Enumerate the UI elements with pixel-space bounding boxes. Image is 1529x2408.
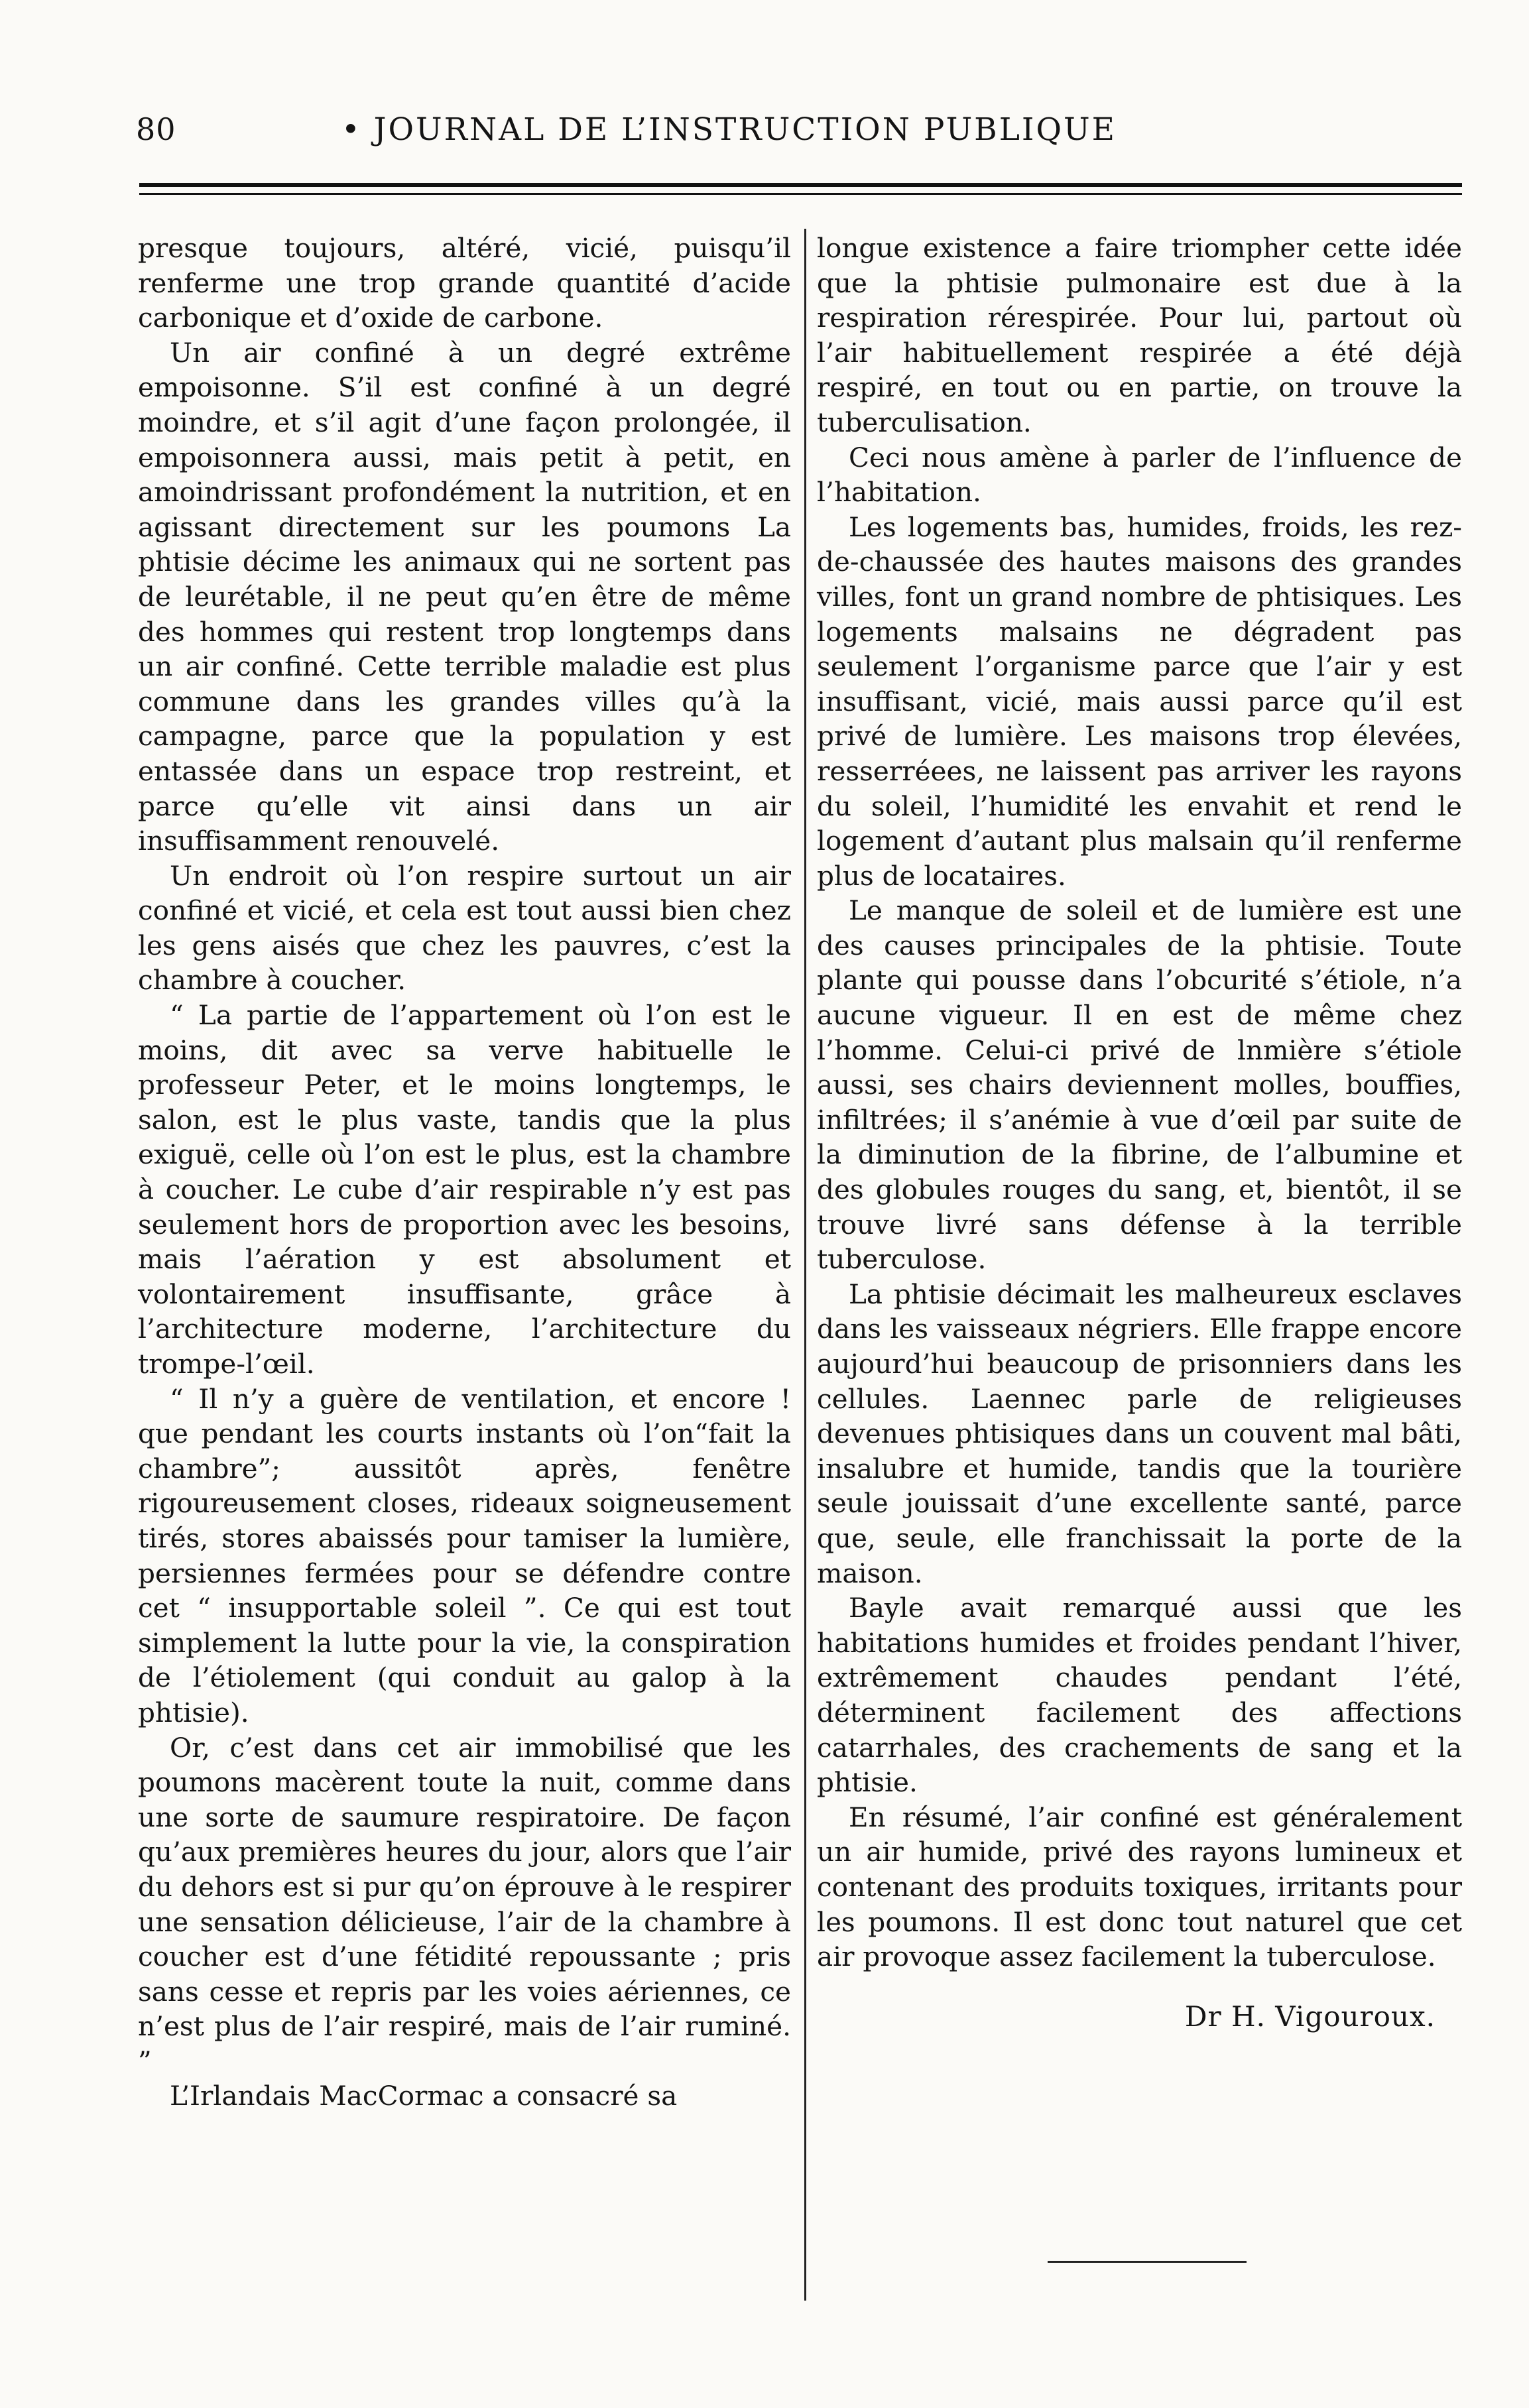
page-header <box>136 111 1455 164</box>
paragraph: La phtisie décimait les malheureux esclaves dans les vaisseaux négriers. Elle frappe encore aujourd’hui beaucoup de prisonniers dans les cellules. Laennec parle de religieuses devenues phtisiques dans un couvent mal bâti, insalubre et humide, tandis que la tourière seule jouissait d’une excellente santé, parce que, seule, elle franchissait la porte de la maison. <box>817 1278 1462 1589</box>
paragraph: Bayle avait remarqué aussi que les habitations humides et froides pendant l’hiver, extrêmement chaudes pendant l’été, déterminent facilement des affections catarrhales, des crachements de sang et la phtisie. <box>817 1592 1462 1799</box>
paragraph: Les logements bas, humides, froids, les rez-de-chaussée des hautes maisons des grandes villes, font un grand nombre de phtisiques. Les logements malsains ne dégradent pas seulement l’organisme parce que l’air y est insuffisant, vicié, mais aussi parce qu’il est privé de lumière. Les maisons trop élevées, resserréees, ne laissent pas arriver les rayons du soleil, l’humidité les envahit et rend le logement d’autant plus malsain qu’il renferme plus de locataires. <box>817 511 1462 892</box>
paragraph: Ceci nous amène à parler de l’influence de l’habitation. <box>817 441 1462 509</box>
page-number: 80 <box>136 111 176 147</box>
column-divider <box>804 229 806 2301</box>
paragraph: En résumé, l’air confiné est généralement un air humide, privé des rayons lumineux et contenant des produits toxiques, irritants pour les poumons. Il est donc tout naturel que cet air provoque assez facilement la tuberculose. <box>817 1801 1462 1973</box>
header-rule-thick <box>139 183 1462 187</box>
author-signature: Dr H. Vigouroux. <box>1184 2000 1436 2033</box>
paragraph: Le manque de soleil et de lumière est une des causes principales de la phtisie. Toute plante qui pousse dans l’obcurité s’étiole, n’a aucune vigueur. Il en est de même chez l’homme. Celui-ci privé de lnmière s’étiole aussi, ses chairs deviennent molles, bouffies, infiltrées; il s’anémie à vue d’œil par suite de la diminution de la fibrine, de l’albumine et des globules rouges du sang, et, bientôt, il se trouve livré sans défense à la terrible tuberculose. <box>817 894 1462 1276</box>
paragraph: Or, c’est dans cet air immobilisé que les poumons macèrent toute la nuit, comme dans une sorte de saumure respiratoire. De façon qu’aux premières heures du jour, alors que l’air du dehors est si pur qu’on éprouve à le respirer une sensation délicieuse, l’air de la chambre à coucher est d’une fétidité repoussante ; pris sans cesse et repris par les voies aériennes, ce n’est plus de l’air respiré, mais de l’air ruminé. ” <box>138 1731 791 2077</box>
right-column <box>817 231 1462 2034</box>
paragraph: “ Il n’y a guère de ventilation, et encore ! que pendant les courts instants où l’on“fait la chambre”; aussitôt après, fenêtre rigoureusement closes, rideaux soigneusement tirés, stores abaissés pour tamiser la lumière, persiennes fermées pour se défendre contre cet “ insupportable soleil ”. Ce qui est tout simplement la lutte pour la vie, la conspiration de l’étiolement (qui conduit au galop à la phtisie). <box>138 1382 791 1728</box>
paragraph: “ La partie de l’appartement où l’on est le moins, dit avec sa verve habituelle le professeur Peter, et le moins longtemps, le salon, est le plus vaste, tandis que la plus exiguë, celle où l’on est le plus, est la chambre à coucher. Le cube d’air respirable n’y est pas seulement hors de proportion avec les besoins, mais l’aération y est absolument et volontairement insuffisante, grâce à l’architecture moderne, l’architecture du trompe-l’œil. <box>138 999 791 1380</box>
paragraph: presque toujours, altéré, vicié, puisqu’il renferme une trop grande quantité d’acide carbonique et d’oxide de carbone. <box>138 232 791 334</box>
end-rule <box>1048 2261 1247 2263</box>
paragraph: Un endroit où l’on respire surtout un air confiné et vicié, et cela est tout aussi bien chez les gens aisés que chez les pauvres, c’est la chambre à coucher. <box>138 859 791 996</box>
journal-title: • JOURNAL DE L’INSTRUCTION PUBLIQUE <box>341 111 1117 148</box>
paragraph: Un air confiné à un degré extrême empoisonne. S’il est confiné à un degré moindre, et s’il agit d’une façon prolongée, il empoisonnera aussi, mais petit à petit, en amoindrissant profondément la nutrition, et en agissant directement sur les poumons La phtisie décime les animaux qui ne sortent pas de leurétable, il ne peut qu’en être de même des hommes qui restent trop longtemps dans un air confiné. Cette terrible maladie est plus commune dans les grandes villes qu’à la campagne, parce que la population y est entassée dans un espace trop restreint, et parce qu’elle vit ainsi dans un air insuffisamment renouvelé. <box>138 336 791 857</box>
left-column <box>138 231 791 2114</box>
paragraph: L’Irlandais MacCormac a consacré sa <box>170 2080 678 2112</box>
header-rule-thin <box>139 193 1462 195</box>
paragraph: longue existence a faire triompher cette idée que la phtisie pulmonaire est due à la respiration rérespirée. Pour lui, partout où l’air habituellement respirée a été déjà respiré, en tout ou en partie, on trouve la tuberculisation. <box>817 232 1462 438</box>
